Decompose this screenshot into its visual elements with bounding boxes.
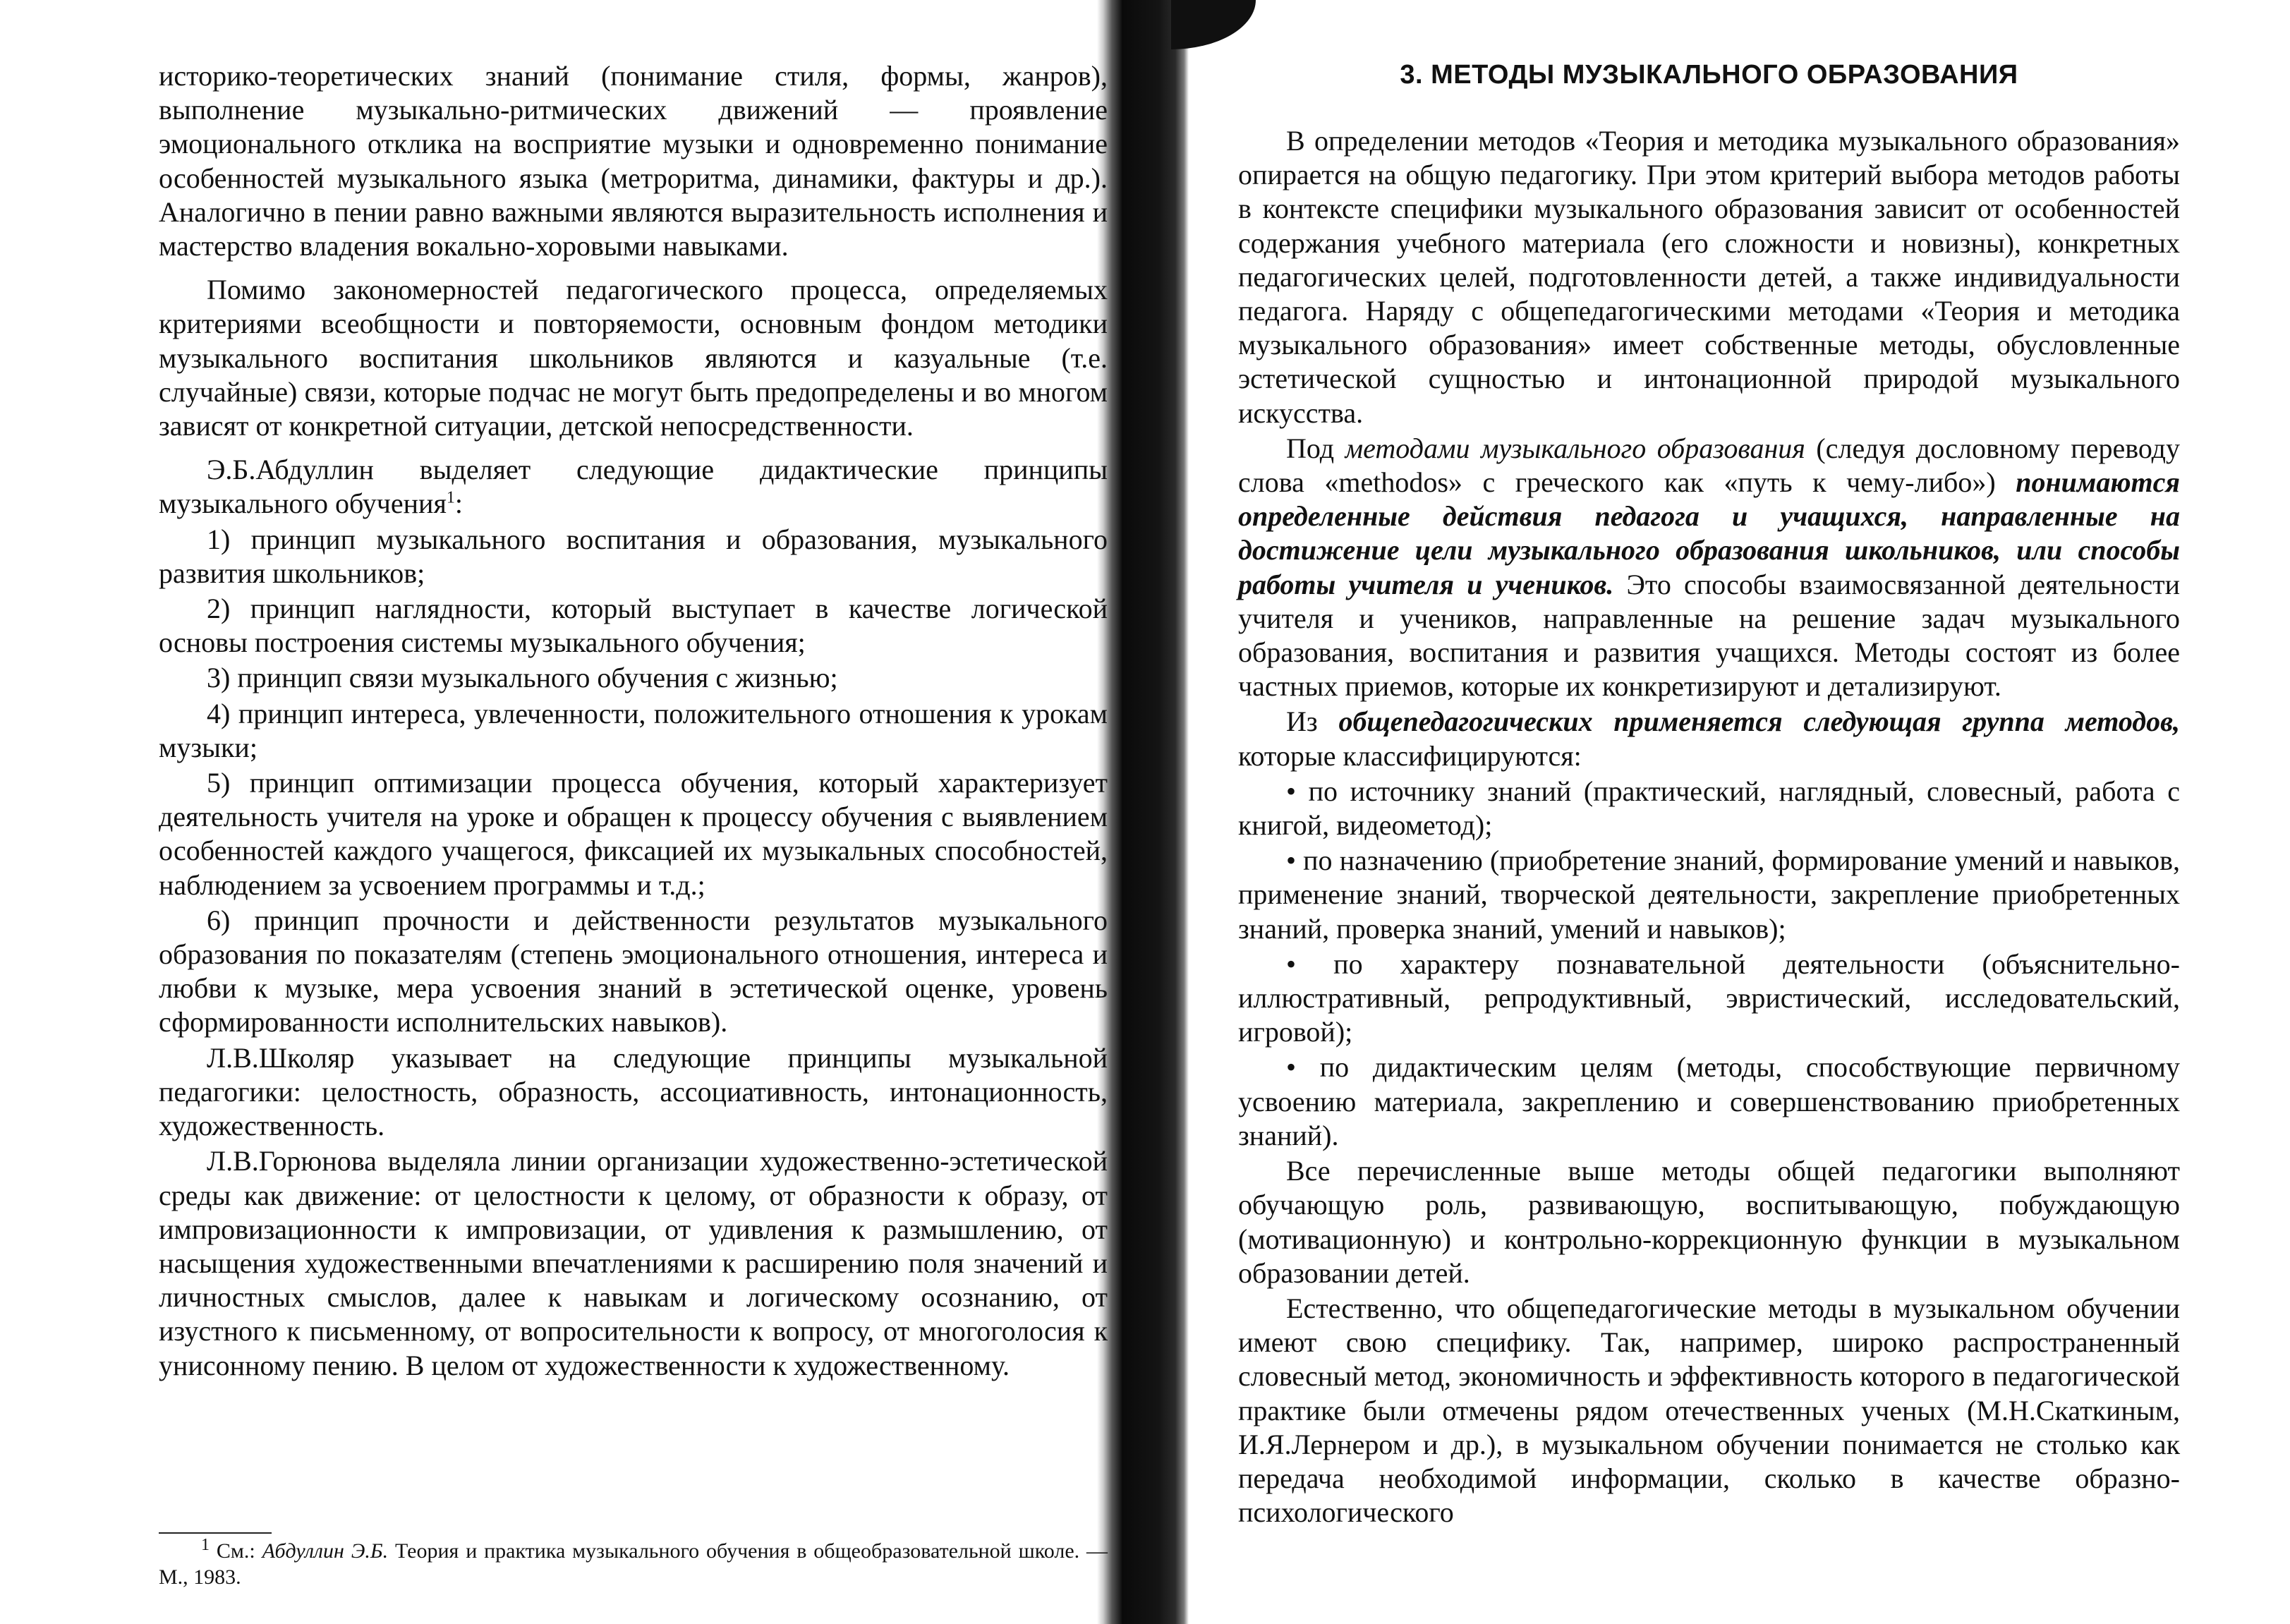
colon: : — [454, 487, 463, 520]
paragraph-text: Под — [1286, 432, 1335, 464]
paragraph-text: Из — [1286, 705, 1318, 738]
footnote-author: Абдуллин Э.Б. — [262, 1539, 389, 1563]
section-heading: 3. МЕТОДЫ МУЗЫКАЛЬНОГО ОБРАЗОВАНИЯ — [1400, 60, 2018, 90]
paragraph — [159, 453, 1108, 521]
bullet-item: • по назначению (приобретение знаний, формирование умений и навыков, применение знаний, творческой деятельности, закрепление приобретенных знаний, проверка знаний, умений и навыков); — [1238, 844, 2180, 945]
principle-item: 1) принцип музыкального воспитания и образования, музыкального развития школьников; — [159, 523, 1108, 589]
principle-item: 6) принцип прочности и действенности результатов музыкального образования по показателям (степень эмоционального отношения, интереса и любви к музыке, мера усвоения знаний в эстетической оценке, уровень сформированности исполнительских навыков). — [159, 904, 1108, 1038]
right-column-text — [1238, 124, 2180, 1531]
left-column-text — [159, 59, 1108, 1384]
paragraph-text: которые классифицируются: — [1238, 739, 1582, 772]
book-spine-shadow — [1122, 0, 1189, 1624]
paragraph: историко-теоретических знаний (понимание стиля, формы, жанров), выполнение музыкально-ритмических движений — проявление эмоционального отклика на восприятие музыки и одновременно понимание особенностей музыкального языка (метроритма, динамики, фактуры и др.). Аналогично в пении равно важными являются выразительность исполнения и мастерство владения вокально-хоровыми навыками. — [159, 60, 1108, 262]
bullet-item: • по характеру познавательной деятельности (объяснительно-иллюстративный, репродуктивный, эвристический, исследовательский, игровой); — [1238, 947, 2180, 1048]
bullet-item: • по дидактическим целям (методы, способствующие первичному усвоению материала, закреплению и совершенствованию приобретенных знаний). — [1238, 1051, 2180, 1151]
definition-emphasis: понимаются определенные действия педагога и учащихся, направленные на достижение цели музыкального образования школьников, или способы работы учителя и учеников. — [1238, 466, 2180, 600]
footnote — [159, 1538, 1108, 1590]
paragraph: Естественно, что общепедагогические методы в музыкальном обучении имеют свою специфику. Так, например, широко распространенный словесный метод, экономичность и эффективность которого в педагогической практике были отмечены рядом отечественных ученых (М.Н.Скаткиным, И.Я.Лернером и др.), в музыкальном обучении понимается не столько как передача необходимой информации, сколько в качестве образно-психологического — [1238, 1292, 2180, 1529]
footnote-reference: 1 — [446, 489, 455, 508]
footnote-text: Теория и практика музыкального обучения в общеобразовательной школе. — М., 1983. — [159, 1539, 1108, 1589]
principle-item: 3) принцип связи музыкального обучения с жизнью; — [207, 662, 838, 694]
paragraph — [1238, 432, 2180, 704]
footnote-divider — [159, 1532, 272, 1534]
paragraph: Все перечисленные выше методы общей педагогики выполняют обучающую роль, развивающую, воспитывающую, побуждающую (мотивационную) и контрольно-коррекционную функции в музыкальном образовании детей. — [1238, 1155, 2180, 1289]
footnote-marker: 1 — [201, 1536, 210, 1554]
paragraph-text: (следуя дословному переводу слова «methodos» с греческого как «путь к чему-либо») — [1238, 432, 2181, 499]
paragraph-text: Это способы взаимосвязанной деятельности учителя и учеников, направленные на решение задач музыкального образования, воспитания и развития учащихся. Методы состоят из более частных приемов, которые их конкретизируют и детализируют. — [1238, 568, 2181, 703]
paragraph: Л.В.Горюнова выделяла линии организации художественно-эстетической среды как движение: от целостности к целому, от образности к образу, от импровизационности к импровизации, от удивления к размышлению, от насыщения художественными впечатлениями к расширению поля значений и личностных смыслов, далее к навыкам и логическому осознанию, от изустного к письменному, от вопросительности к вопросу, от многоголосия к унисонному пению. В целом от художественности к художественному. — [159, 1145, 1108, 1381]
paragraph — [1238, 705, 2180, 772]
paragraph: В определении методов «Теория и методика музыкального образования» опирается на общую педагогику. При этом критерий выбора методов работы в контексте специфики музыкального образования зависит от особенностей содержания учебного материала (его сложности и новизны), конкретных педагогических целей, подготовленности детей, а также индивидуальности педагога. Наряду с общепедагогическими методами «Теория и методика музыкального образования» имеет собственные методы, обусловленные эстетической сущностью и интонационной природой музыкального искусства. — [1238, 125, 2180, 429]
bullet-item: • по источнику знаний (практический, наглядный, словесный, работа с книгой, видеометод); — [1238, 775, 2180, 842]
paragraph: Помимо закономерностей педагогического процесса, определяемых критериями всеобщности и повторяемости, основным фондом методики музыкального воспитания школьников являются и казуальные (т.е. случайные) связи, которые подчас не могут быть предопределены и во многом зависят от конкретной ситуации, детской непосредственности. — [159, 274, 1108, 442]
principle-item: 2) принцип наглядности, который выступает в качестве логической основы построения системы музыкального обучения; — [159, 593, 1108, 659]
paragraph: Л.В.Школяр указывает на следующие принципы музыкальной педагогики: целостность, образность, ассоциативность, интонационность, художественность. — [159, 1041, 1108, 1142]
paragraph-text: Э.Б.Абдуллин выделяет следующие дидактические принципы музыкального обучения — [159, 454, 1108, 520]
term-emphasis: общепедагогических применяется следующая группа методов, — [1338, 705, 2181, 738]
term-italic: методами музыкального образования — [1345, 432, 1805, 464]
principle-item: 4) принцип интереса, увлеченности, положительного отношения к урокам музыки; — [159, 697, 1108, 763]
footnote-prefix: См.: — [216, 1539, 255, 1563]
principle-item: 5) принцип оптимизации процесса обучения, который характеризует деятельность учителя на уроке и обращен к процессу обучения с выявлением особенностей каждого учащегося, фиксацией их музыкальных способностей, наблюдением за усвоением программы и т.д.; — [159, 767, 1108, 901]
